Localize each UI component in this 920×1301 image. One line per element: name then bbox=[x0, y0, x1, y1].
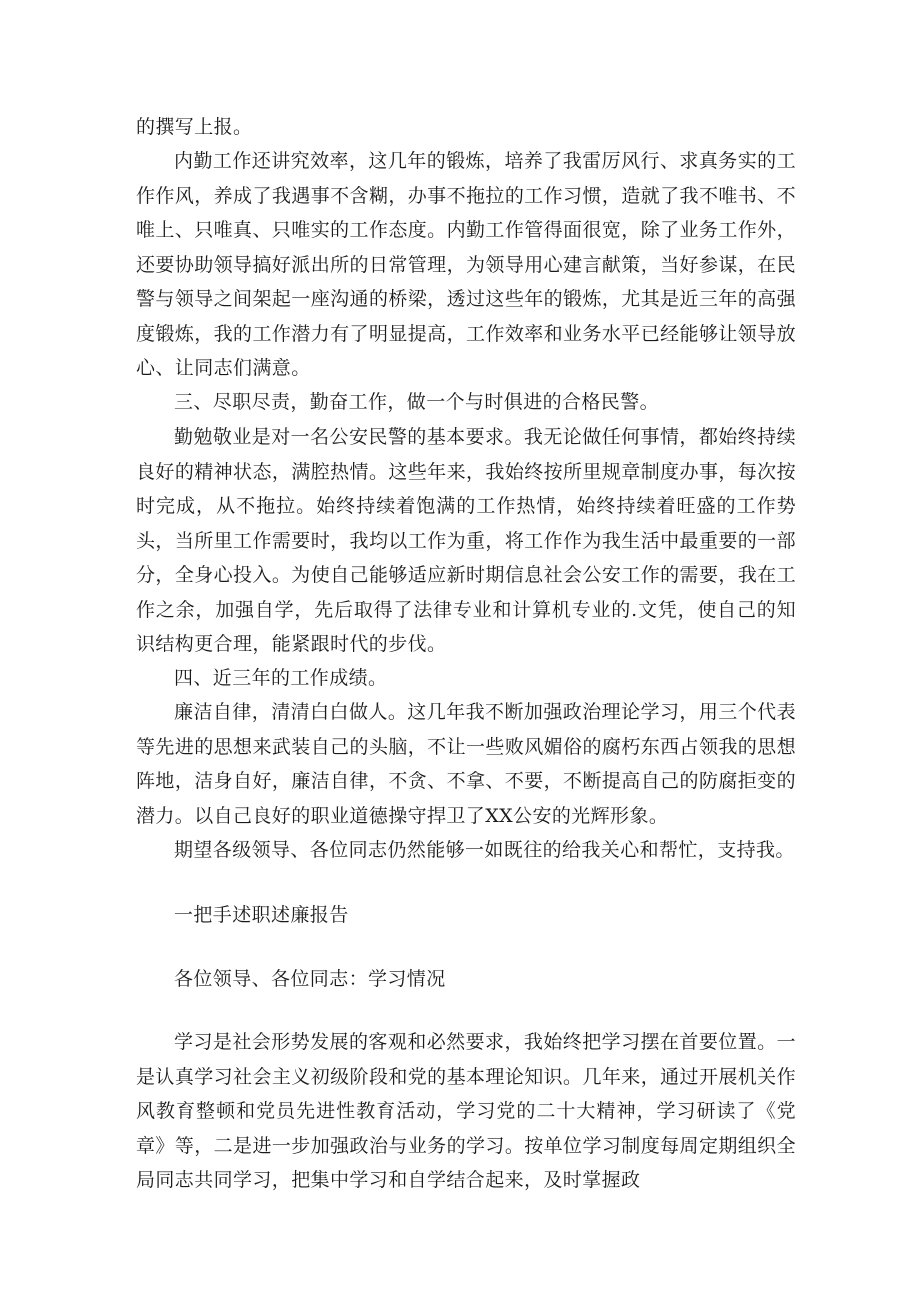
paragraph-work-efficiency: 内勤工作还讲究效率，这几年的锻炼，培养了我雷厉风行、求真务实的工作作风，养成了我遇事不含糊，办事不拖拉的工作习惯，造就了我不唯书、不唯上、只唯真、只唯实的工作态度。内勤工作管得面很宽，除了业务工作外，还要协助领导搞好派出所的日常管理，为领导用心建言献策，当好参谋，在民警与领导之间架起一座沟通的桥梁，透过这些年的锻炼，尤其是近三年的高强度锻炼，我的工作潜力有了明显提高，工作效率和业务水平已经能够让领导放心、让同志们满意。 bbox=[136, 150, 796, 379]
paragraph-study: 学习是社会形势发展的客观和必然要求，我始终把学习摆在首要位置。一是认真学习社会主义初级阶段和党的基本理论知识。几年来，通过开展机关作风教育整顿和党员先进性教育活动，学习党的二十大精神，学习研读了《党章》等，二是进一步加强政治与业务的学习。按单位学习制度每周定期组织全局同志共同学习，把集中学习和自学结合起来，及时掌握政 bbox=[136, 1031, 796, 1191]
section-heading-three: 三、尽职尽责，勤奋工作，做一个与时俱进的合格民警。 bbox=[174, 391, 660, 413]
paragraph-integrity: 廉洁自律，清清白白做人。这几年我不断加强政治理论学习，用三个代表等先进的思想来武装自己的头脑，不让一些败风媚俗的腐朽东西占领我的思想阵地，洁身自好，廉洁自律，不贪、不拿、不要，不断提高自己的防腐拒变的潜力。以自己良好的职业道德操守捍卫了XX公安的光辉形象。 bbox=[136, 701, 796, 827]
salutation-and-subheading: 各位领导、各位同志：学习情况 bbox=[174, 968, 446, 990]
paragraph-closing-wish: 期望各级领导、各位同志仍然能够一如既往的给我关心和帮忙，支持我。 bbox=[174, 839, 795, 861]
paragraph-diligence: 勤勉敬业是对一名公安民警的基本要求。我无论做任何事情，都始终持续良好的精神状态，满腔热情。这些年来，我始终按所里规章制度办事，每次按时完成，从不拖拉。始终持续着饱满的工作热情，始终持续着旺盛的工作势头，当所里工作需要时，我均以工作为重，将工作作为我生活中最重要的一部分，全身心投入。为使自己能够适应新时期信息社会公安工作的需要，我在工作之余，加强自学，先后取得了法律专业和计算机专业的.文凭，使自己的知识结构更合理，能紧跟时代的步伐。 bbox=[136, 426, 796, 655]
report-title: 一把手述职述廉报告 bbox=[174, 904, 349, 926]
paragraph-continuation: 的撰写上报。 bbox=[136, 116, 253, 138]
section-heading-four: 四、近三年的工作成绩。 bbox=[174, 667, 388, 689]
